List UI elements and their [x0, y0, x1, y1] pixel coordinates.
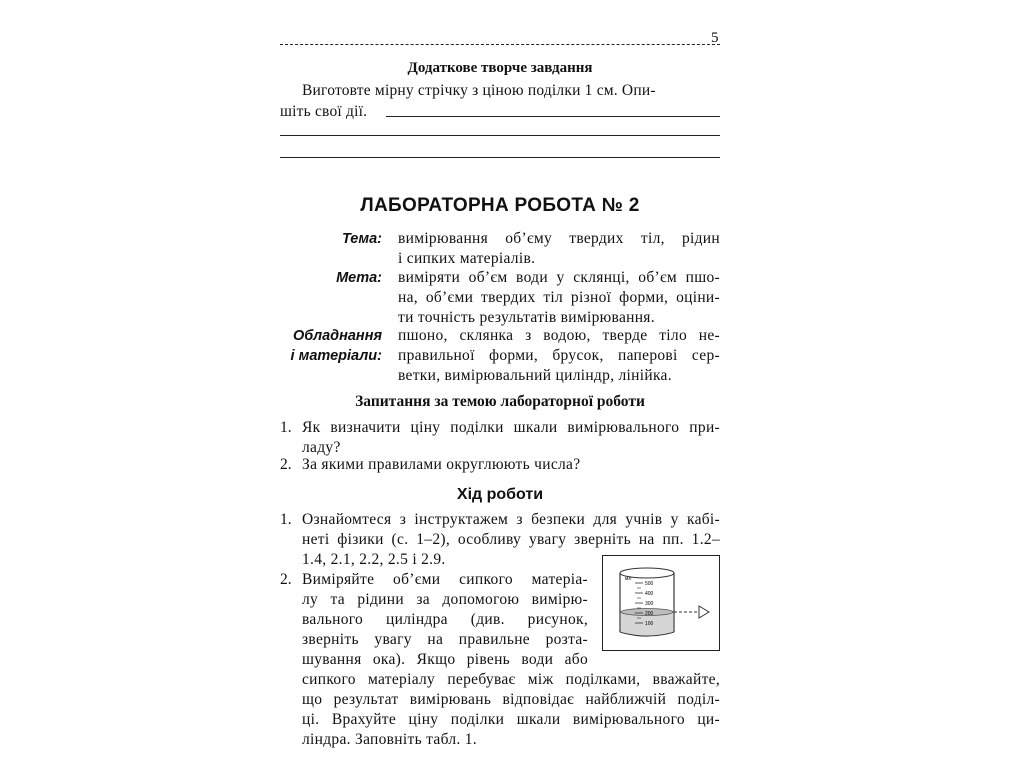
scale-label: 500 — [645, 581, 654, 587]
equipment-line: правильної форми, брусок, паперові сер- — [398, 347, 720, 364]
step-line: ці. Врахуйте ціну поділки шкали вимірювального ци- — [302, 711, 720, 728]
question-line: ладу? — [302, 439, 341, 456]
step-2-wide-text — [302, 670, 720, 750]
procedure-title: Хід роботи — [456, 486, 544, 503]
equipment-line: пшоно, склянка з водою, тверде тіло не- — [398, 327, 720, 344]
step-line: зверніть увагу на правильне розта- — [302, 631, 588, 648]
question-number: 1. — [280, 419, 292, 436]
question-item — [302, 418, 720, 458]
lab-title: ЛАБОРАТОРНА РОБОТА № 2 — [360, 195, 640, 216]
step-number: 1. — [280, 511, 292, 528]
answer-line-2 — [280, 135, 720, 136]
equipment-line: ветки, вимірювальний циліндр, лінійка. — [398, 367, 672, 384]
header-rule — [280, 44, 720, 45]
questions-title: Запитання за темою лабораторної роботи — [355, 393, 645, 410]
extra-task-line-2: шіть свої дії. — [280, 103, 368, 120]
goal-text — [398, 268, 720, 328]
page-number: 5 — [711, 30, 719, 46]
goal-label: Мета: — [336, 270, 382, 286]
question-number: 2. — [280, 456, 292, 473]
answer-line-3 — [280, 157, 720, 158]
step-line: Ознайомтеся з інструктажем з безпеки для учнів у кабі- — [302, 511, 720, 528]
measuring-cylinder-icon — [603, 556, 719, 650]
step-number: 2. — [280, 571, 292, 588]
extra-task-line-1: Виготовте мірну стрічку з ціною поділки 1 см. Опи- — [302, 82, 656, 99]
question-line: За якими правилами округлюють числа? — [302, 456, 581, 473]
measuring-cylinder-figure — [602, 555, 720, 651]
equipment-text — [398, 326, 720, 386]
step-line: 1.4, 2.1, 2.2, 2.5 і 2.9. — [302, 551, 446, 568]
goal-line: виміряти об’єм води у склянці, об’єм пшо- — [398, 269, 720, 286]
step-2-narrow-text — [302, 570, 588, 670]
scale-label: 200 — [645, 611, 654, 617]
question-line: Як визначити ціну поділки шкали вимірювального при- — [302, 419, 720, 436]
eye-icon — [699, 606, 709, 618]
unit-label: мл — [625, 576, 632, 582]
step-line: ліндра. Заповніть табл. 1. — [302, 731, 477, 748]
step-line: неті фізики (с. 1–2), особливу увагу зверніть на пп. 1.2– — [302, 531, 720, 548]
scale-label: 400 — [645, 591, 654, 597]
answer-line-1 — [386, 116, 720, 117]
scale-label: 300 — [645, 601, 654, 607]
step-line: сипкого матеріалу перебуває між поділками, вважайте, — [302, 671, 720, 688]
step-line: що результат вимірювань відповідає найближчій поділ- — [302, 691, 720, 708]
scale-label: 100 — [645, 621, 654, 627]
topic-line: вимірювання об’єму твердих тіл, рідин — [398, 230, 720, 247]
step-line: лу та рідини за допомогою вимірю- — [302, 591, 588, 608]
equipment-label-line: Обладнання — [293, 328, 382, 344]
topic-line: і сипких матеріалів. — [398, 250, 536, 267]
question-item — [302, 455, 720, 475]
topic-text — [398, 229, 720, 269]
topic-label: Тема: — [342, 231, 382, 247]
step-line: вального циліндра (див. рисунок, — [302, 611, 588, 628]
goal-line: на, об’єми твердих тіл різної форми, оціни- — [398, 289, 720, 306]
goal-line: ти точність результатів вимірювання. — [398, 309, 655, 326]
step-line: Виміряйте об’єми сипкого матеріа- — [302, 571, 588, 588]
equipment-label — [280, 326, 382, 366]
step-line: шування ока). Якщо рівень води або — [302, 651, 588, 668]
extra-task-title: Додаткове творче завдання — [407, 60, 593, 76]
equipment-label-line: і матеріали: — [290, 348, 382, 364]
